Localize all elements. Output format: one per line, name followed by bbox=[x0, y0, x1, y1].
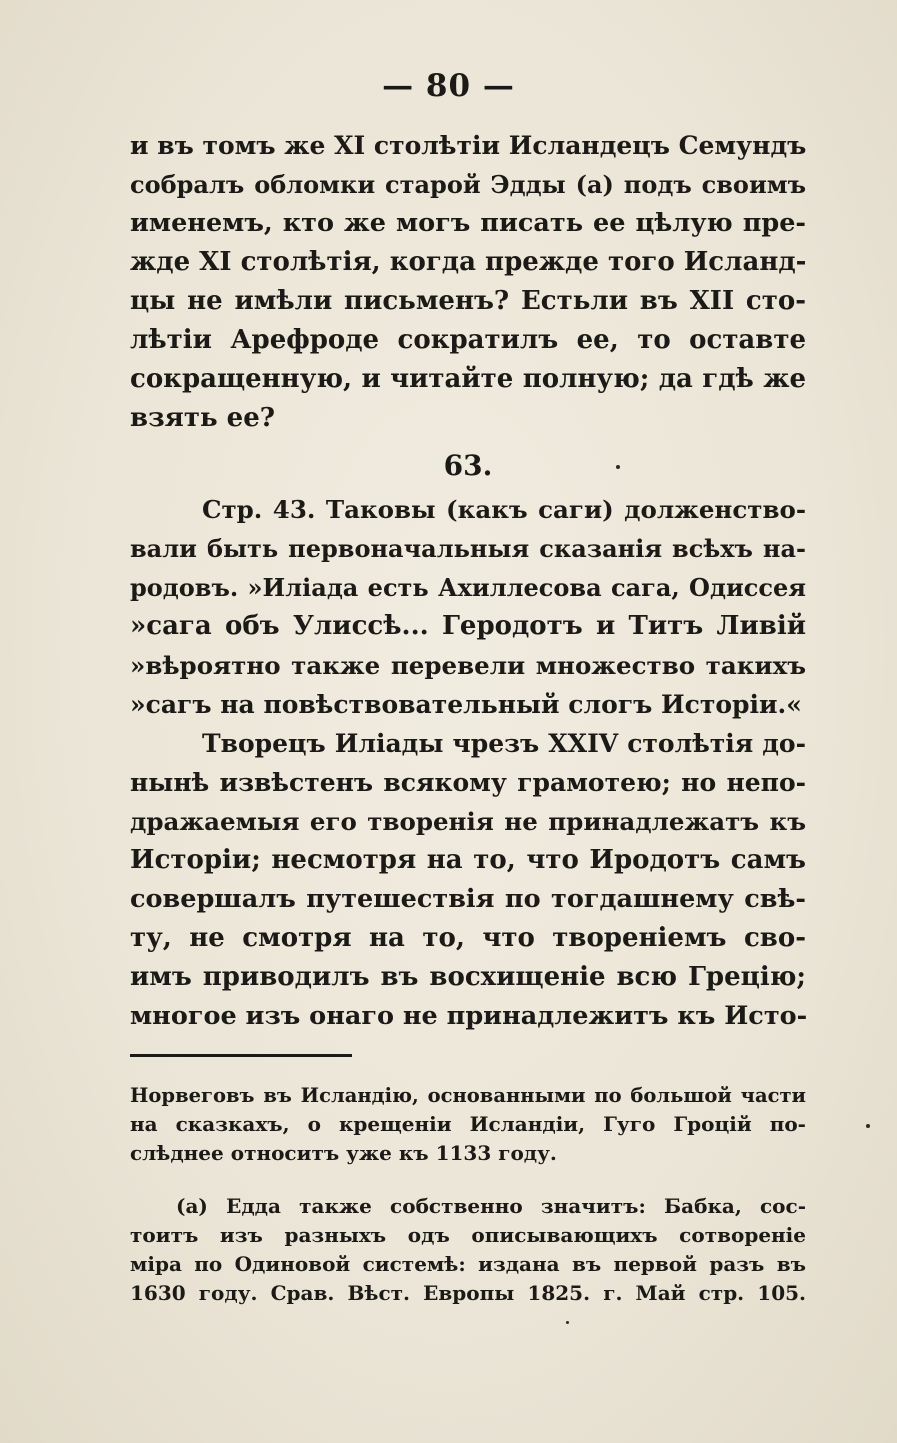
text-line: лѣтіи Арефроде сократилъ ее, то оставте bbox=[130, 325, 806, 355]
text-line: »вѣроятно также перевели множество такихъ bbox=[130, 651, 806, 680]
text-line: жде XI столѣтія, когда прежде того Исланд- bbox=[130, 247, 807, 277]
footnote-line: на сказкахъ, о крещеніи Исландіи, Гуго Гроцій по- bbox=[130, 1112, 806, 1136]
footnote-line: слѣднее относитъ уже къ 1133 году. bbox=[130, 1141, 557, 1165]
text-line: собралъ обломки старой Эдды (а) подъ своимъ bbox=[130, 170, 806, 199]
paragraph-3 bbox=[130, 724, 806, 1036]
main-text bbox=[130, 126, 806, 1036]
paragraph-2 bbox=[130, 490, 806, 724]
text-line: многое изъ онаго не принадлежитъ къ Исто- bbox=[130, 1001, 808, 1031]
text-line: цы не имѣли письменъ? Естьли въ XII сто- bbox=[130, 286, 806, 316]
text-line: ту, не смотря на то, что твореніемъ сво- bbox=[130, 923, 806, 953]
footnote-a bbox=[130, 1192, 806, 1308]
text-line: имъ приводилъ въ восхищеніе всю Грецію; bbox=[130, 962, 806, 992]
footnote-continuation bbox=[130, 1081, 806, 1168]
text-line: Исторіи; несмотря на то, что Иродотъ самъ bbox=[130, 845, 806, 875]
footnote-divider bbox=[130, 1054, 352, 1057]
text-line: Стр. 43. Таковы (какъ саги) долженство- bbox=[202, 495, 806, 524]
text-line: Творецъ Иліады чрезъ XXIV столѣтія до- bbox=[202, 729, 806, 758]
text-line: взять ее? bbox=[130, 403, 275, 433]
text-line: совершалъ путешествія по тогдашнему свѣ- bbox=[130, 884, 806, 914]
section-number: 63. bbox=[443, 449, 493, 482]
text-line: »сага объ Улиссѣ... Геродотъ и Титъ Ливій bbox=[130, 611, 806, 641]
footnote-line: (а) Едда также собственно значитъ: Бабка, сос- bbox=[176, 1194, 806, 1218]
paper-speck bbox=[616, 465, 620, 469]
paper-speck bbox=[866, 1124, 870, 1128]
text-line: вали быть первоначальныя сказанія всѣхъ на- bbox=[130, 534, 806, 563]
footnote-line: 1630 году. Срав. Вѣст. Европы 1825. г. Май стр. 105. bbox=[130, 1281, 806, 1305]
text-line: дражаемыя его творенія не принадлежатъ къ bbox=[130, 807, 806, 836]
footnote-line: міра по Одиновой системѣ: издана въ первой разъ въ bbox=[130, 1252, 806, 1276]
paper-speck bbox=[566, 1321, 569, 1324]
text-line: и въ томъ же XI столѣтіи Исландецъ Семундъ bbox=[130, 131, 807, 160]
text-line: »сагъ на повѣствовательный слогъ Исторіи.« bbox=[130, 690, 802, 719]
footnote-line: тоитъ изъ разныхъ одъ описывающихъ сотвореніе bbox=[130, 1223, 806, 1247]
text-line: родовъ. »Иліада есть Ахиллесова сага, Одиссея bbox=[130, 573, 806, 602]
footnotes bbox=[130, 1081, 806, 1308]
text-line: нынѣ извѣстенъ всякому грамотею; но непо- bbox=[130, 768, 806, 797]
footnote-line: Норвеговъ въ Исландію, основанными по большой части bbox=[130, 1084, 806, 1107]
page-number: — 80 — bbox=[382, 68, 515, 104]
paragraph-1 bbox=[130, 126, 806, 438]
text-line: именемъ, кто же могъ писать ее цѣлую пре- bbox=[130, 208, 806, 238]
text-line: сокращенную, и читайте полную; да гдѣ же bbox=[130, 364, 806, 394]
